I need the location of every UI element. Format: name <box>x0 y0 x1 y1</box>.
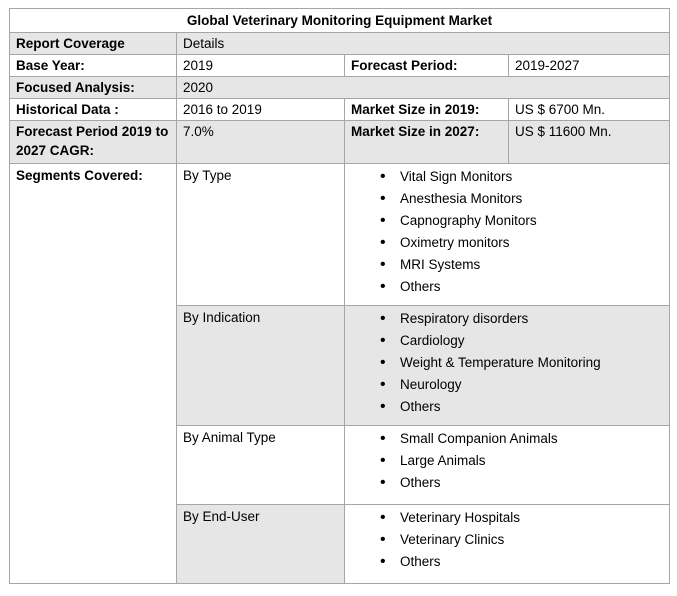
list-item: • Veterinary Hospitals <box>351 507 663 529</box>
segment-group-name: By End-User <box>177 505 345 584</box>
segment-items-cell <box>345 505 670 584</box>
forecast-period-value: 2019-2027 <box>509 55 670 77</box>
market-size-2019-label: Market Size in 2019: <box>345 99 509 121</box>
segments-covered-label: Segments Covered: <box>10 164 177 584</box>
cagr-row <box>10 121 670 164</box>
list-item: • Anesthesia Monitors <box>351 188 663 210</box>
list-item: • Small Companion Animals <box>351 428 663 450</box>
segment-items-cell <box>345 306 670 426</box>
list-item: • Weight & Temperature Monitoring <box>351 352 663 374</box>
market-size-2027-label: Market Size in 2027: <box>345 121 509 164</box>
historical-data-label: Historical Data : <box>10 99 177 121</box>
segment-list <box>351 428 663 494</box>
market-size-2019-value: US $ 6700 Mn. <box>509 99 670 121</box>
market-size-2027-value: US $ 11600 Mn. <box>509 121 670 164</box>
cagr-value: 7.0% <box>177 121 345 164</box>
segment-list <box>351 166 663 298</box>
base-year-value: 2019 <box>177 55 345 77</box>
segment-items-cell <box>345 426 670 505</box>
report-coverage-value: Details <box>177 33 670 55</box>
list-item: • Others <box>351 396 663 418</box>
list-item: • Cardiology <box>351 330 663 352</box>
segment-group-name: By Type <box>177 164 345 306</box>
list-item: • Neurology <box>351 374 663 396</box>
historical-data-row <box>10 99 670 121</box>
segment-group-name: By Animal Type <box>177 426 345 505</box>
list-item: • Vital Sign Monitors <box>351 166 663 188</box>
base-year-label: Base Year: <box>10 55 177 77</box>
list-item: • Large Animals <box>351 450 663 472</box>
segment-type-row <box>10 164 670 306</box>
list-item: • Others <box>351 551 663 573</box>
report-coverage-row <box>10 33 670 55</box>
historical-data-value: 2016 to 2019 <box>177 99 345 121</box>
list-item: • Oximetry monitors <box>351 232 663 254</box>
focused-analysis-row <box>10 77 670 99</box>
forecast-period-label: Forecast Period: <box>345 55 509 77</box>
list-item: • MRI Systems <box>351 254 663 276</box>
list-item: • Capnography Monitors <box>351 210 663 232</box>
segment-list <box>351 507 663 573</box>
title-row <box>10 9 670 33</box>
focused-analysis-value: 2020 <box>177 77 670 99</box>
segment-list <box>351 308 663 418</box>
list-item: • Others <box>351 472 663 494</box>
focused-analysis-label: Focused Analysis: <box>10 77 177 99</box>
report-coverage-label: Report Coverage <box>10 33 177 55</box>
segment-group-name: By Indication <box>177 306 345 426</box>
base-year-row <box>10 55 670 77</box>
list-item: • Others <box>351 276 663 298</box>
table-title: Global Veterinary Monitoring Equipment Market <box>10 9 670 33</box>
market-report-table <box>9 8 670 584</box>
list-item: • Veterinary Clinics <box>351 529 663 551</box>
cagr-label: Forecast Period 2019 to 2027 CAGR: <box>10 121 177 164</box>
list-item: • Respiratory disorders <box>351 308 663 330</box>
segment-items-cell <box>345 164 670 306</box>
